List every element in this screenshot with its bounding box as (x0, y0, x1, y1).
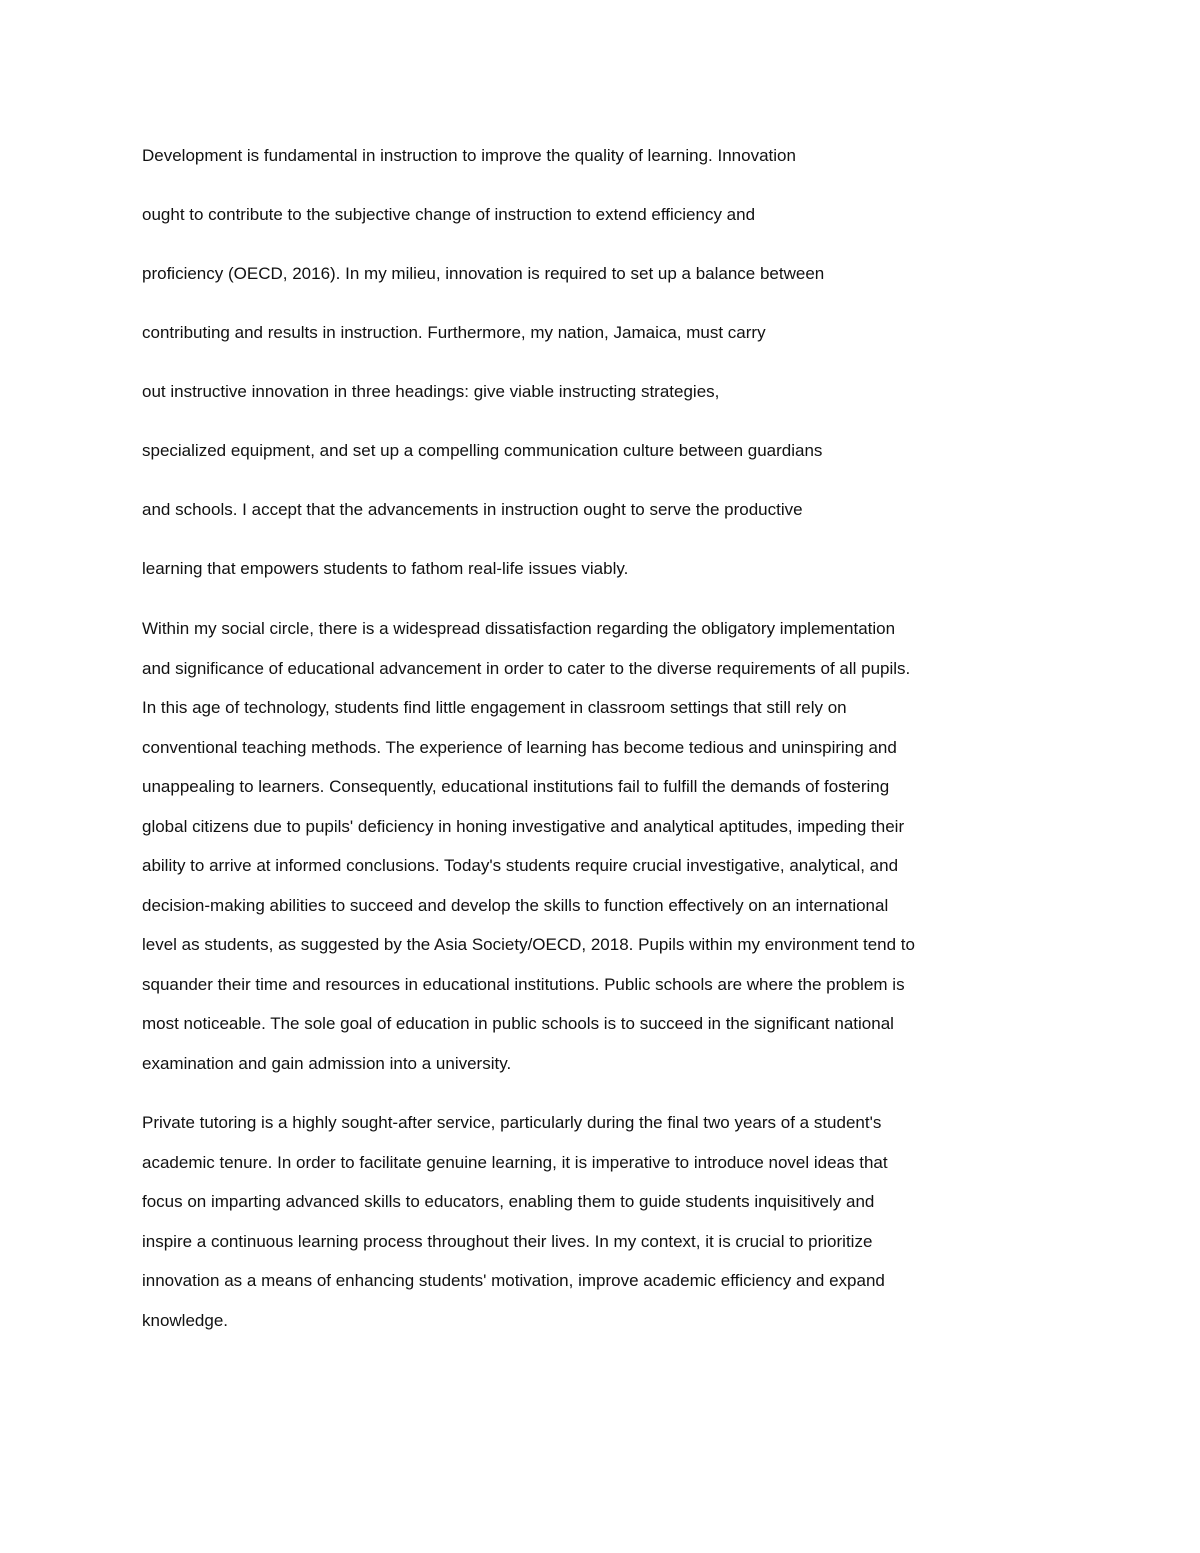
paragraph-line: examination and gain admission into a university. (142, 1053, 512, 1073)
paragraph-line: most noticeable. The sole goal of education in public schools is to succeed in the significant national (142, 1014, 894, 1033)
paragraph-line: In this age of technology, students find little engagement in classroom settings that still rely on (142, 698, 847, 717)
paragraph-line: proficiency (OECD, 2016). In my milieu, innovation is required to set up a balance between (142, 264, 825, 283)
paragraph-line: and significance of educational advancement in order to cater to the diverse requirements of all pupils. (142, 658, 911, 678)
paragraph-line: Private tutoring is a highly sought-after service, particularly during the final two years of a student's (142, 1113, 882, 1132)
paragraph-line: learning that empowers students to fathom real-life issues viably. (142, 559, 629, 578)
paragraph-line: Within my social circle, there is a widespread dissatisfaction regarding the obligatory implementation (142, 619, 896, 638)
paragraph-line: level as students, as suggested by the Asia Society/OECD, 2018. Pupils within my environment tend to (142, 935, 915, 954)
paragraph-line: conventional teaching methods. The experience of learning has become tedious and uninspiring and (142, 737, 897, 757)
paragraph-line: decision-making abilities to succeed and develop the skills to function effectively on an international (142, 895, 889, 915)
paragraph-line: ought to contribute to the subjective change of instruction to extend efficiency and (142, 205, 756, 224)
paragraph-line: Development is fundamental in instruction to improve the quality of learning. Innovation (142, 146, 796, 165)
paragraph-line: contributing and results in instruction. Furthermore, my nation, Jamaica, must carry (142, 323, 766, 342)
paragraph-line: unappealing to learners. Consequently, educational institutions fail to fulfill the demands of fostering (142, 777, 890, 796)
paragraph-line: inspire a continuous learning process throughout their lives. In my context, it is crucial to prioritize (142, 1231, 873, 1251)
paragraph-line: ability to arrive at informed conclusions. Today's students require crucial investigative, analytical, and (142, 856, 899, 875)
paragraph-line: academic tenure. In order to facilitate genuine learning, it is imperative to introduce novel ideas that (142, 1152, 888, 1172)
paragraph-line: and schools. I accept that the advancements in instruction ought to serve the productive (142, 500, 803, 519)
paragraph-line: innovation as a means of enhancing students' motivation, improve academic efficiency and expand (142, 1271, 885, 1290)
paragraph-line: knowledge. (142, 1310, 229, 1330)
paragraph-line: specialized equipment, and set up a compelling communication culture between guardians (142, 441, 823, 460)
paragraph-line: global citizens due to pupils' deficiency in honing investigative and analytical aptitudes, impeding their (142, 816, 905, 836)
paragraph-line: squander their time and resources in educational institutions. Public schools are where the problem is (142, 974, 905, 994)
paragraph-line: focus on imparting advanced skills to educators, enabling them to guide students inquisitively and (142, 1192, 875, 1211)
paragraph-line: out instructive innovation in three headings: give viable instructing strategies, (142, 382, 720, 401)
